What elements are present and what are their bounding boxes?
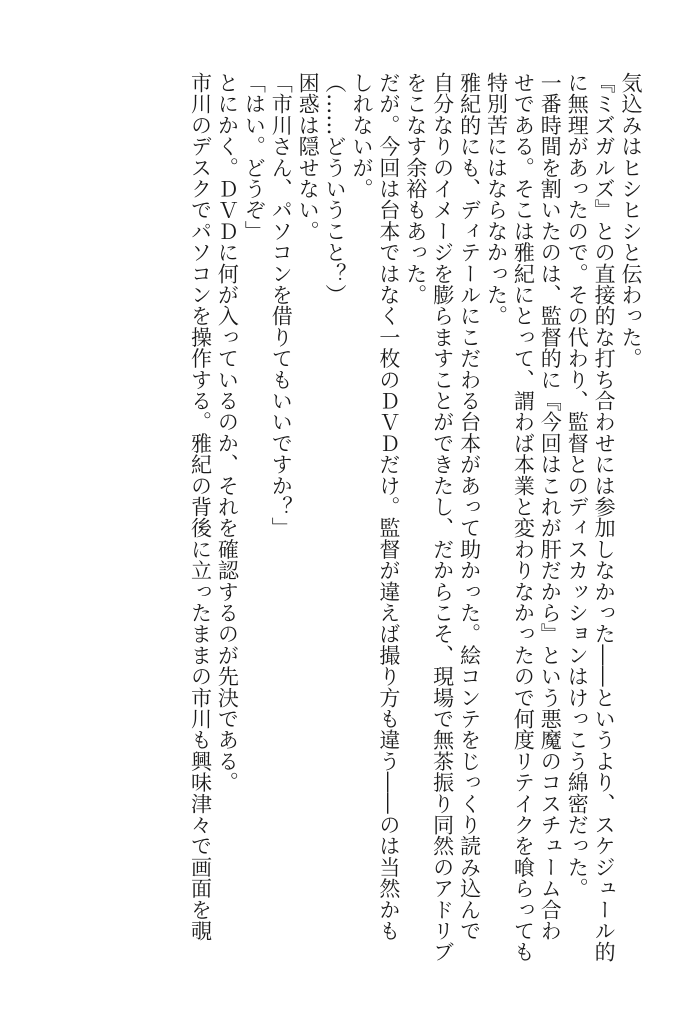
text-line-17: 市川のデスクでパソコンを操作する。雅紀の背後に立ったままの市川も興味津々で画面を覗 [188,72,213,942]
text-line-12: （……どういうこと？） [323,72,348,306]
text-line-3: に無理があったので。その代わり、監督とのディスカッションはけっこう綿密だった。 [565,72,590,899]
text-line-5: せである。そこは雅紀にとって、謂わば本業と変わりなかったので何度リテイクを喰らっても [511,72,536,963]
text-line-7: 雅紀的にも、ディテールにこだわる台本があって助かった。絵コンテをじっくり読み込んで [457,72,482,942]
text-line-9: をこなす余裕もあった。 [403,72,428,306]
text-line-14: 「市川さん、パソコンを借りてもいいですか？」 [269,72,294,539]
text-line-4: 一番時間を割いたのは、監督的に『今回はこれが肝だから』という悪魔のコスチューム合わ [538,72,563,942]
text-line-2: 『ミズガルズ』との直接的な打ち合わせには参加しなかった――というより、スケジュール的 [592,72,617,963]
text-line-15: 「はい。どうぞ」 [242,72,267,242]
text-line-8: 自分なりのイメージを膨らますことができたし、だからこそ、現場で無茶振り同然のアドリブ [430,72,455,963]
text-line-16: とにかく。ＤＶＤに何が入っているのか、それを確認するのが先決である。 [215,72,240,793]
text-line-13: 困惑は隠せない。 [296,72,321,242]
text-line-10: だが。今回は台本ではなく一枚のＤＶＤだけ。監督が違えば撮り方も違う――のは当然かも [376,72,401,942]
vertical-text-block [44,72,644,972]
text-line-1: 気込みはヒシヒシと伝わった。 [619,72,643,369]
text-line-11: しれないが。 [349,72,374,200]
text-line-6: 特別苦にはならなかった。 [484,72,509,327]
